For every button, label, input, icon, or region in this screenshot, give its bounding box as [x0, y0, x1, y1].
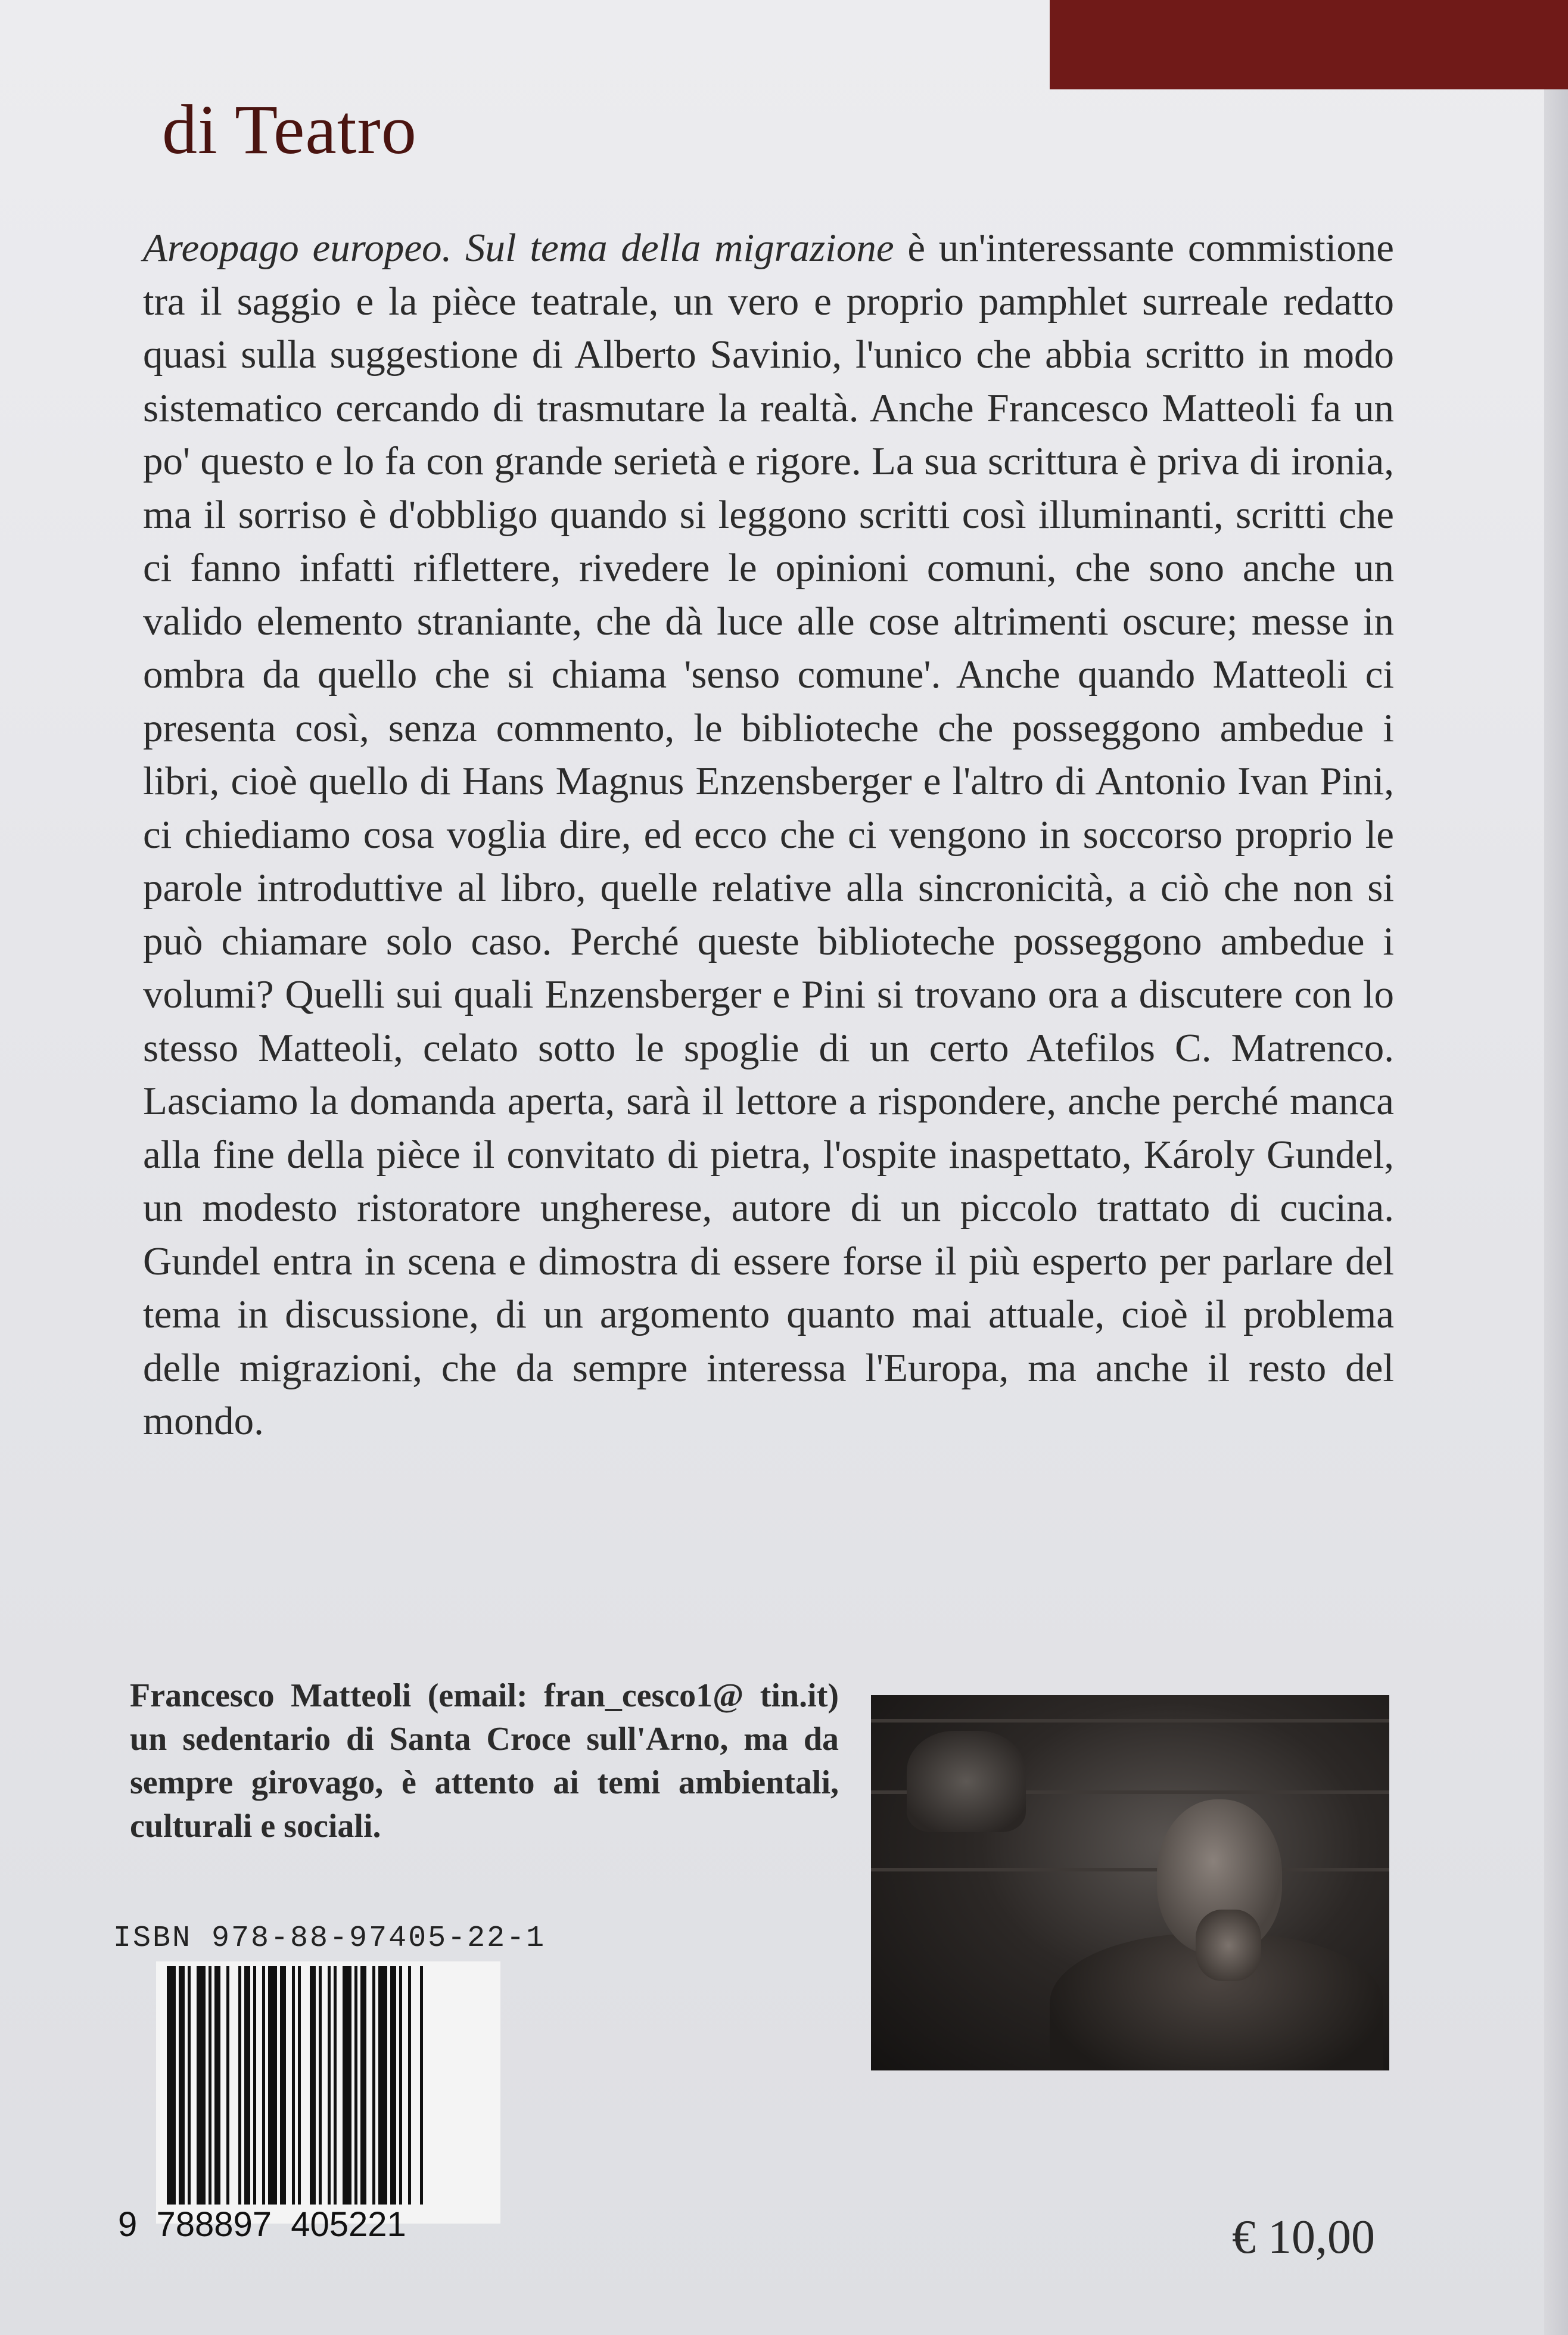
barcode-bar — [390, 1966, 396, 2205]
barcode-bar — [268, 1966, 277, 2205]
barcode-bar — [343, 1966, 351, 2205]
barcode-bar — [214, 1966, 220, 2205]
red-accent-band — [1050, 0, 1568, 89]
lamp-shape — [907, 1731, 1026, 1832]
barcode-bar — [399, 1966, 402, 2205]
barcode-bar — [378, 1966, 387, 2205]
isbn-label: ISBN 978-88-97405-22-1 — [113, 1922, 546, 1955]
barcode-bar — [372, 1966, 375, 2205]
barcode-bar — [360, 1966, 366, 2205]
barcode-bar — [334, 1966, 337, 2205]
barcode-bar — [167, 1966, 176, 2205]
blurb-text: è un'interessante commistione tra il saggio e la pièce teatrale, un vero e proprio pamphlet surreale redatto quasi sulla suggestione di Alberto Savinio, l'unico che abbia scritto in modo sistematico cercando di trasmutare la realtà. Anche Francesco Matteoli fa un po' questo e lo fa con grande serietà e rigore. La sua scrittura è priva di ironia, ma il sorriso è d'obbligo quando si leggono scritti così illuminanti, scritti che ci fanno infatti riflettere, rivedere le opinioni comuni, che sono anche un valido elemento straniante, che dà luce alle cose altrimenti oscure; messe in ombra da quello che si chiama 'senso comune'. Anche quando Matteoli ci presenta così, senza commento, le biblioteche che posseggono ambedue i libri, cioè quello di Hans Magnus Enzensberger e l'altro di Antonio Ivan Pini, ci chiediamo cosa voglia dire, ed ecco che ci vengono in soccorso proprio le parole introduttive al libro, quelle relative alla sincronicità, a ciò che non si può chiamare solo caso. Perché queste biblioteche posseggono ambedue i volumi? Quelli sui quali Enzensberger e Pini si trovano ora a discutere con lo stesso Matteoli, celato sotto le spoglie di un certo Atefilos C. Matrenco. Lasciamo la domanda aperta, sarà il lettore a rispondere, anche perché manca alla fine della pièce il convitato di pietra, l'ospite inaspettato, Károly Gundel, un modesto ristoratore ungherese, autore di un piccolo trattato di cucina. Gundel entra in scena e dimostra di essere forse il più esperto per parlare del tema in discussione, di un argomento quanto mai attuale, cioè il problema delle migrazioni, che da sempre interessa l'Europa, ma anche il resto del mondo. — [143, 226, 1395, 1443]
barcode-bar — [292, 1966, 295, 2205]
barcode-bar — [179, 1966, 185, 2205]
barcode-bar — [197, 1966, 206, 2205]
book-spine-edge — [1544, 89, 1568, 2335]
barcode-bar — [209, 1966, 211, 2205]
author-hand-shape — [1196, 1910, 1261, 1981]
barcode-bar — [328, 1966, 331, 2205]
series-title: di Teatro — [162, 91, 417, 169]
bookshelf-line — [871, 1868, 1389, 1871]
barcode-bar — [354, 1966, 357, 2205]
barcode-bar — [226, 1966, 229, 2205]
price: € 10,00 — [1232, 2211, 1375, 2264]
barcode-bar — [244, 1966, 250, 2205]
barcode-bar — [310, 1966, 316, 2205]
barcode-digits: 9 788897 405221 — [118, 2205, 406, 2244]
barcode-bar — [262, 1966, 265, 2205]
blurb-paragraph — [143, 222, 1394, 1448]
barcode-bar — [280, 1966, 286, 2205]
bookshelf-line — [871, 1719, 1389, 1723]
barcode-bar — [298, 1966, 301, 2205]
barcode-bar — [319, 1966, 322, 2205]
barcode-bars — [156, 1961, 500, 2224]
barcode-bar — [188, 1966, 191, 2205]
author-bio: Francesco Matteoli (email: fran_cesco1@ tin.it) un sedentario di Santa Croce sull'Arno, ma da sempre girovago, è attento ai temi ambientali, culturali e sociali. — [130, 1677, 839, 1845]
barcode-bar — [253, 1966, 256, 2205]
barcode — [156, 1961, 500, 2224]
barcode-bar — [408, 1966, 411, 2205]
author-photo — [871, 1695, 1389, 2070]
barcode-bar — [238, 1966, 241, 2205]
barcode-bar — [420, 1966, 423, 2205]
book-title-italic: Areopago europeo. Sul tema della migrazione — [143, 226, 894, 270]
